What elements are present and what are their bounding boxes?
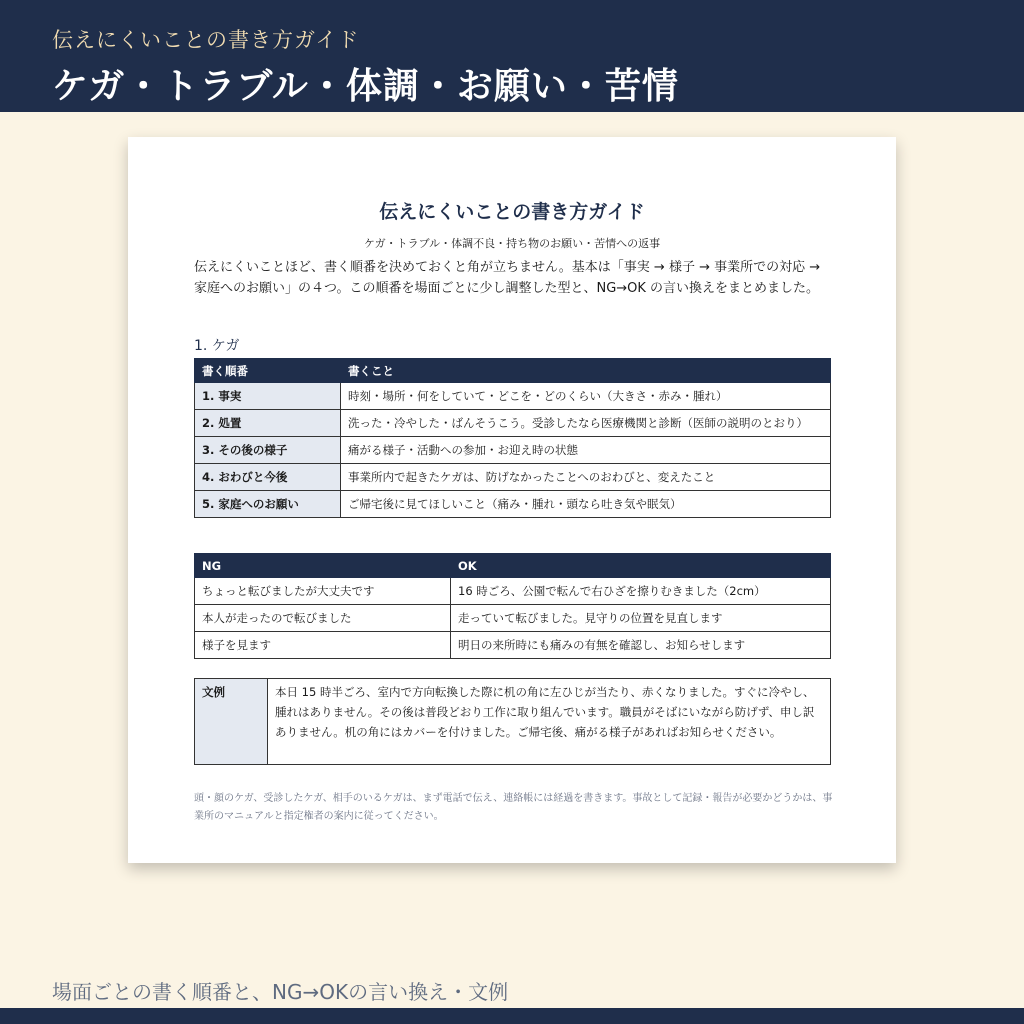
example-label: 文例: [195, 679, 268, 765]
table-row: [195, 605, 831, 632]
table-row: [195, 679, 831, 765]
column-header: 書くこと: [341, 359, 831, 383]
column-header-ok: OK: [451, 554, 831, 578]
section-title: ケガ: [211, 338, 240, 354]
table-header-row: [195, 359, 831, 383]
step-content: 事業所内で起きたケガは、防げなかったことへのおわびと、変えたこと: [341, 464, 831, 491]
ng-phrase: 様子を見ます: [195, 632, 451, 659]
banner-title: ケガ・トラブル・体調・お願い・苦情: [52, 66, 679, 107]
column-header-ng: NG: [195, 554, 451, 578]
writing-order-table: [194, 358, 831, 518]
document-page: [128, 137, 896, 863]
bottom-bar: [0, 1008, 1024, 1024]
table-row: [195, 632, 831, 659]
example-table: [194, 678, 831, 765]
ok-phrase: 16 時ごろ、公園で転んで右ひざを擦りむきました（2cm）: [451, 578, 831, 605]
step-label: 1. 事実: [195, 383, 341, 410]
document-intro: 伝えにくいことほど、書く順番を決めておくと角が立ちません。基本は「事実 → 様子 → 事業所での対応 → 家庭へのお願い」の４つ。この順番を場面ごとに少し調整した型と、NG→OK の言い換えをまとめました。: [194, 260, 821, 296]
column-header: 書く順番: [195, 359, 341, 383]
step-content: 洗った・冷やした・ばんそうこう。受診したなら医療機関と診断（医師の説明のとおり）: [341, 410, 831, 437]
table-row: [195, 464, 831, 491]
ng-phrase: ちょっと転びましたが大丈夫です: [195, 578, 451, 605]
table-row: [195, 578, 831, 605]
table-row: [195, 491, 831, 518]
table-header-row: [195, 554, 831, 578]
step-content: 痛がる様子・活動への参加・お迎え時の状態: [341, 437, 831, 464]
ng-ok-table: [194, 553, 831, 659]
step-content: 時刻・場所・何をしていて・どこを・どのくらい（大きさ・赤み・腫れ）: [341, 383, 831, 410]
table-row: [195, 383, 831, 410]
top-banner: [0, 0, 1024, 112]
step-label: 4. おわびと今後: [195, 464, 341, 491]
example-text: 本日 15 時半ごろ、室内で方向転換した際に机の角に左ひじが当たり、赤くなりました。すぐに冷やし、腫れはありません。その後は普段どおり工作に取り組んでいます。職員がそばにいながら防げず、申し訳ありません。机の角にはカバーを付けました。ご帰宅後、痛がる様子があればお知らせください。: [268, 679, 831, 765]
document-subtitle: ケガ・トラブル・体調不良・持ち物のお願い・苦情への返事: [363, 237, 661, 250]
table-row: [195, 410, 831, 437]
section-heading: [194, 335, 240, 355]
table-row: [195, 437, 831, 464]
step-label: 3. その後の様子: [195, 437, 341, 464]
step-content: ご帰宅後に見てほしいこと（痛み・腫れ・頭なら吐き気や眠気）: [341, 491, 831, 518]
document-title: 伝えにくいことの書き方ガイド: [379, 201, 645, 223]
ok-phrase: 走っていて転びました。見守りの位置を見直します: [451, 605, 831, 632]
step-label: 2. 処置: [195, 410, 341, 437]
section-number: 1.: [194, 338, 208, 354]
step-label: 5. 家庭へのお願い: [195, 491, 341, 518]
ng-phrase: 本人が走ったので転びました: [195, 605, 451, 632]
document-note: 頭・顔のケガ、受診したケガ、相手のいるケガは、まず電話で伝え、連絡帳には経過を書きます。事故として記録・報告が必要かどうかは、事業所のマニュアルと指定権者の案内に従ってください。: [194, 793, 833, 822]
banner-kicker: 伝えにくいことの書き方ガイド: [52, 28, 360, 52]
footer-caption: 場面ごとの書く順番と、NG→OKの言い換え・文例: [52, 980, 509, 1004]
ok-phrase: 明日の来所時にも痛みの有無を確認し、お知らせします: [451, 632, 831, 659]
